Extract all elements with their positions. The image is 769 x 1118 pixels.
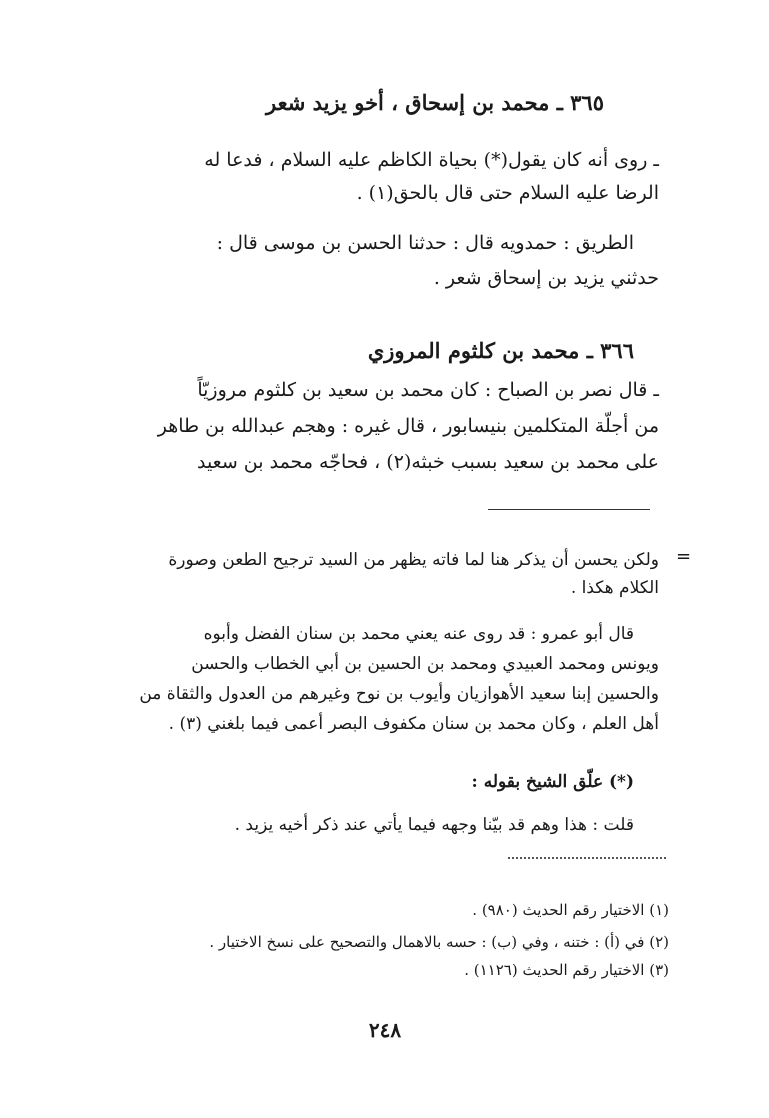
note-line-3: قال أبو عمرو : قد روى عنه يعني محمد بن سنان الفضل وأبوه	[203, 624, 634, 644]
entry-365-route-line-2: حدثني يزيد بن إسحاق شعر .	[433, 267, 659, 289]
entry-365-line-1: ـ روى أنه كان يقول(*) بحياة الكاظم عليه السلام ، فدعا له	[204, 149, 659, 171]
entry-365-title: ٣٦٥ ـ محمد بن إسحاق ، أخو يزيد شعر	[265, 90, 604, 115]
note-line-5: والحسين إبنا سعيد الأهوازيان وأيوب بن نوح وغيرهم من العدول والثقاة من	[139, 684, 659, 704]
note-marker: =	[676, 546, 692, 567]
entry-365-line-2: الرضا عليه السلام حتى قال بالحق(١) .	[356, 182, 659, 204]
entry-366-line-1: ـ قال نصر بن الصباح : كان محمد بن سعيد بن كلثوم مروزيّاً	[197, 379, 659, 401]
entry-366-title: ٣٦٦ ـ محمد بن كلثوم المروزي	[367, 338, 634, 363]
footnote-3: (٣) الاختيار رقم الحديث (١١٢٦) .	[464, 961, 669, 979]
note-line-2: الكلام هكذا .	[570, 578, 659, 598]
footnote-2: (٢) في (أ) : ختنه ، وفي (ب) : حسه بالاهمال والتصحيح على نسخ الاختيار .	[209, 933, 669, 951]
entry-366-line-3: على محمد بن سعيد بسبب خبثه(٢) ، فحاجّه محمد بن سعيد	[196, 451, 659, 473]
note-line-6: أهل العلم ، وكان محمد بن سنان مكفوف البصر أعمى فيما بلغني (٣) .	[168, 714, 659, 734]
note-sheikh-comment: (*) علّق الشيخ بقوله :	[471, 772, 634, 792]
note-line-8: قلت : هذا وهم قد بيّنا وجهه فيما يأتي عند ذكر أخيه يزيد .	[234, 815, 634, 835]
footnote-1: (١) الاختيار رقم الحديث (٩٨٠) .	[472, 901, 669, 919]
entry-366-line-2: من أجلّة المتكلمين بنيسابور ، قال غيره : وهجم عبدالله بن طاهر	[157, 415, 659, 437]
entry-365-route-line-1: الطريق : حمدويه قال : حدثنا الحسن بن موسى قال :	[216, 232, 634, 254]
page-number: ٢٤٨	[368, 1018, 402, 1042]
footnote-separator	[508, 857, 666, 859]
note-line-1: ولكن يحسن أن يذكر هنا لما فاته يظهر من السيد ترجيح الطعن وصورة	[168, 550, 659, 570]
separator-rule	[488, 509, 650, 510]
note-line-4: ويونس ومحمد العبيدي ومحمد بن الحسين بن أبي الخطاب والحسن	[191, 654, 659, 674]
